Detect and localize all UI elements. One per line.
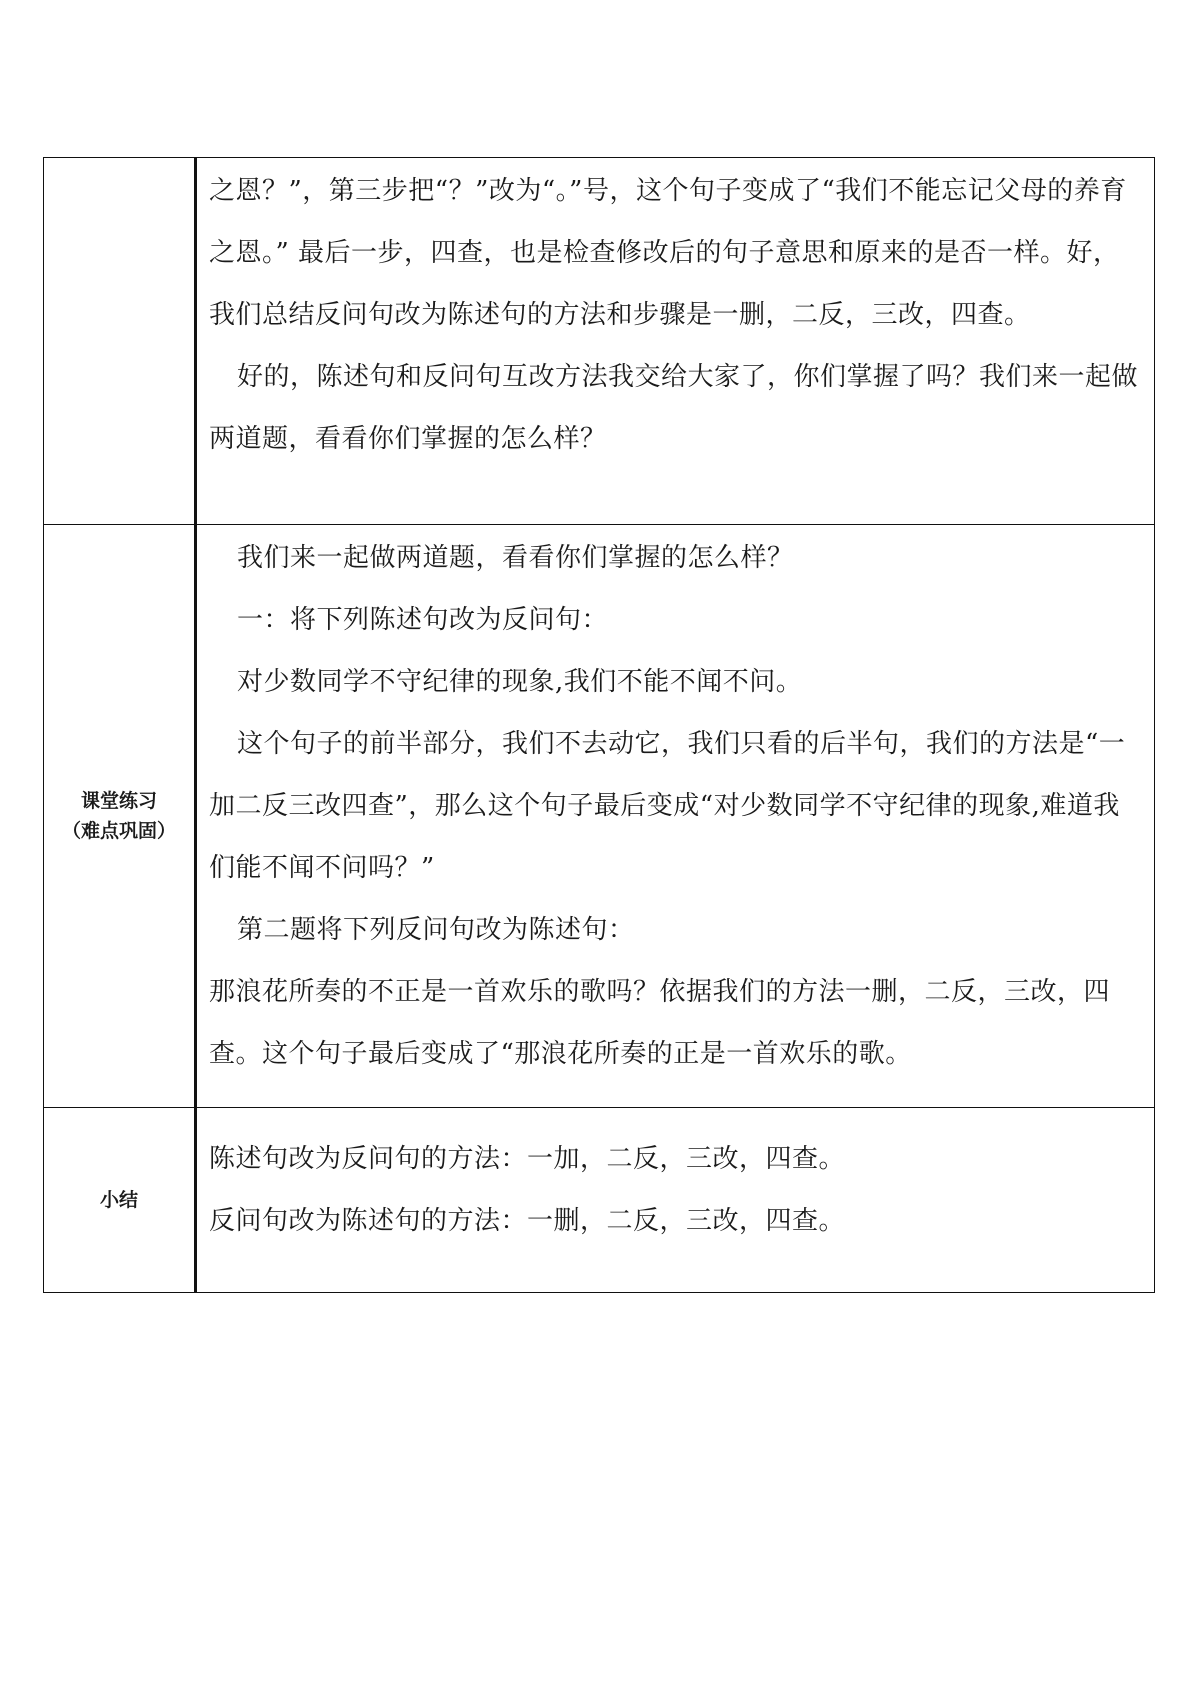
label-line: 课堂练习 <box>80 790 157 812</box>
label-line: （难点巩固） <box>61 820 176 842</box>
paragraph: 陈述句改为反问句的方法：一加，二反，三改，四查。 <box>209 1144 846 1174</box>
table-row-continuation <box>44 158 1155 525</box>
paragraph: 一：将下列陈述句改为反问句： <box>237 605 609 635</box>
paragraph: 第二题将下列反问句改为陈述句： <box>237 915 635 945</box>
paragraph: 这个句子的前半部分，我们不去动它，我们只看的后半句，我们的方法是“一加二反三改四查”，那么这个句子最后变成“对少数同学不守纪律的现象,难道我们能不闻不问吗？” <box>209 729 1126 883</box>
lesson-plan-table <box>43 157 1155 1293</box>
row-content <box>196 525 1155 1108</box>
label-line: 小结 <box>99 1189 138 1211</box>
row-content <box>196 158 1155 525</box>
row-label-empty <box>44 158 196 525</box>
table-row-practice <box>44 525 1155 1108</box>
paragraph: 之恩？”，第三步把“？”改为“。”号，这个句子变成了“我们不能忘记父母的养育之恩。” 最后一步，四查，也是检查修改后的句子意思和原来的是否一样。好，我们总结反问句改为陈述句的方法和步骤是一删，二反，三改，四查。 <box>209 176 1127 330</box>
paragraph: 反问句改为陈述句的方法：一删，二反，三改，四查。 <box>209 1206 846 1236</box>
row-label-summary <box>44 1108 196 1293</box>
row-content <box>196 1108 1155 1293</box>
table-row-summary <box>44 1108 1155 1293</box>
paragraph: 对少数同学不守纪律的现象,我们不能不闻不问。 <box>237 667 803 697</box>
paragraph: 我们来一起做两道题，看看你们掌握的怎么样？ <box>237 543 794 573</box>
paragraph: 那浪花所奏的不正是一首欢乐的歌吗？依据我们的方法一删，二反，三改，四查。这个句子最后变成了“那浪花所奏的正是一首欢乐的歌。 <box>209 977 1111 1069</box>
paragraph: 好的，陈述句和反问句互改方法我交给大家了，你们掌握了吗？我们来一起做两道题，看看你们掌握的怎么样？ <box>209 362 1139 454</box>
row-label-practice <box>44 525 196 1108</box>
